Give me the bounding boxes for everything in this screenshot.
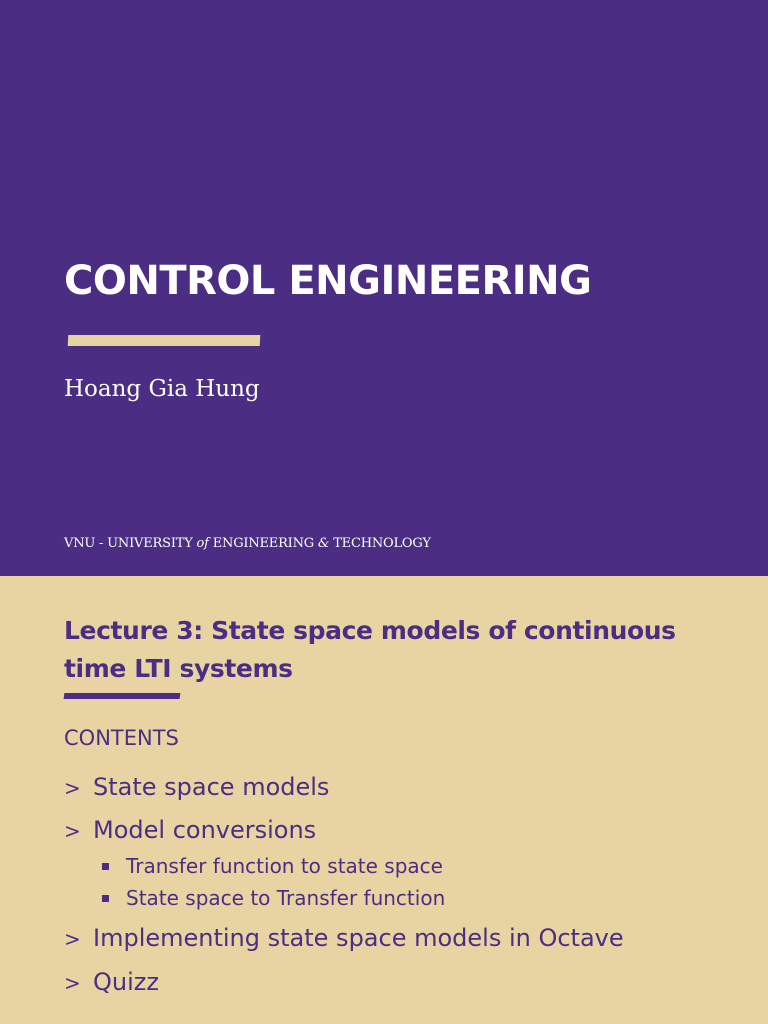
gold-divider: [68, 335, 261, 346]
contents-subitem-tf-to-ss: [102, 854, 443, 878]
contents-item-label: Implementing state space models in Octave: [93, 924, 624, 952]
chevron-right-icon: >: [64, 971, 81, 995]
square-bullet-icon: [102, 895, 109, 902]
chevron-right-icon: >: [64, 819, 81, 843]
contents-item-label: Model conversions: [93, 816, 317, 844]
purple-divider: [64, 693, 181, 699]
chevron-right-icon: >: [64, 776, 81, 800]
institution-part-3: TECHNOLOGY: [329, 536, 431, 551]
contents-item-label: Quizz: [93, 968, 159, 996]
institution-part-of: of: [196, 536, 209, 551]
institution-part-1: VNU - UNIVERSITY: [64, 536, 197, 551]
institution-ampersand: &: [317, 536, 330, 551]
square-bullet-icon: [102, 863, 109, 870]
contents-item-state-space-models: [64, 773, 329, 801]
lecture-title: Lecture 3: State space models of continuous time LTI systems: [64, 616, 676, 683]
contents-subitem-label: State space to Transfer function: [126, 886, 446, 910]
contents-item-model-conversions: [64, 816, 316, 844]
contents-item-label: State space models: [93, 773, 330, 801]
contents-item-quizz: [64, 968, 159, 996]
contents-subitem-label: Transfer function to state space: [126, 854, 443, 878]
chevron-right-icon: >: [64, 927, 81, 951]
course-title: CONTROL ENGINEERING: [64, 258, 592, 304]
contents-subitem-ss-to-tf: [102, 886, 445, 910]
contents-heading: CONTENTS: [64, 726, 179, 750]
institution-name: [64, 536, 431, 551]
author-name: Hoang Gia Hung: [64, 376, 260, 402]
institution-part-2: ENGINEERING: [208, 536, 318, 551]
contents-item-octave: [64, 924, 624, 952]
